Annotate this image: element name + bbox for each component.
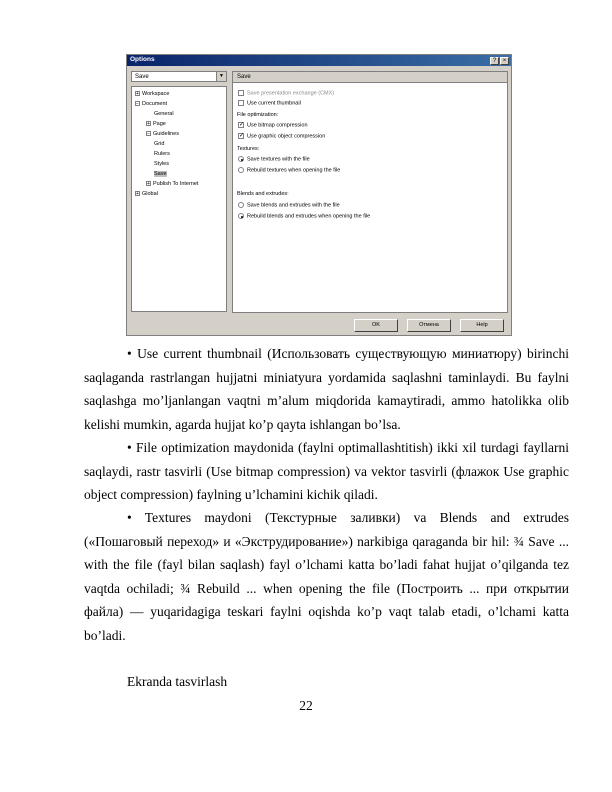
tree-item-page[interactable]: + Page: [147, 121, 166, 128]
graphic-compression-checkbox[interactable]: ✓Use graphic object compression: [238, 133, 325, 139]
chevron-down-icon[interactable]: ▼: [216, 72, 226, 81]
tree-item-grid[interactable]: Grid: [154, 141, 165, 147]
tree-item-guidelines[interactable]: − Guidelines: [147, 131, 179, 138]
use-thumbnail-checkbox[interactable]: Use current thumbnail: [238, 100, 301, 106]
rebuild-blends-radio[interactable]: Rebuild blends and extrudes when opening the file: [238, 213, 370, 219]
bitmap-compression-checkbox[interactable]: ✓Use bitmap compression: [238, 122, 308, 128]
tree-item-publish[interactable]: + Publish To Internet: [147, 181, 199, 188]
textures-label: Textures:: [237, 146, 260, 152]
dialog-title: Options: [130, 56, 155, 63]
category-select[interactable]: [131, 71, 227, 82]
ok-button[interactable]: OK: [354, 319, 398, 332]
save-options-panel: [232, 71, 508, 313]
tree-item-general[interactable]: General: [154, 111, 174, 117]
tree-item-document[interactable]: − Document: [136, 101, 168, 108]
blends-label: Blends and extrudes:: [237, 191, 289, 197]
options-tree: [131, 86, 227, 312]
page-number: 22: [299, 698, 313, 713]
close-icon[interactable]: ×: [500, 57, 509, 65]
help-title-button[interactable]: ?: [490, 57, 499, 65]
paragraph-file-optimization: • File optimization maydonida (faylni optimallashtitish) ikki xil turdagi fayllarni saqlaydi, rastr tasvirli (Use bitmap compression) va vektor tasvirli (флажок Use graphic object compression) faylning u’lchamini kichik qiladi.: [84, 440, 569, 502]
paragraph-textures: • Textures maydoni (Текстурные заливки) va Blends and extrudes («Пошаговый переход» и «Экструдирование») narkibiga qaraganda bir hil: ¾ Save ... with the file (fayl bilan saqlash) fayl o’lchami katta bo’ladi fahat hujjat o’qilganda tez vaqtda ochiladi; ¾ Rebuild ... when opening the file (Построить ... при открытии файла) — yuqaridagiga teskari faylni oqishda ko’p vaqt talab etadi, o’lchami katta bo’ladi.: [84, 510, 569, 643]
save-blends-radio[interactable]: Save blends and extrudes with the file: [238, 202, 340, 208]
panel-header: Save: [233, 72, 507, 83]
rebuild-textures-radio[interactable]: Rebuild textures when opening the file: [238, 167, 340, 173]
title-bar: [127, 55, 511, 66]
save-presentation-checkbox[interactable]: Save presentation exchange (CMX): [238, 90, 334, 96]
category-select-value: Save: [135, 73, 149, 80]
save-textures-radio[interactable]: Save textures with the file: [238, 156, 310, 162]
tree-item-rulers[interactable]: Rulers: [154, 151, 170, 157]
tree-item-workspace[interactable]: + Workspace: [136, 91, 170, 98]
tree-item-global[interactable]: + Global: [136, 191, 158, 198]
cancel-button[interactable]: Отмена: [407, 319, 451, 332]
section-heading: Ekranda tasvirlash: [127, 674, 228, 689]
options-dialog: [126, 54, 512, 336]
paragraph-thumbnail: • Use current thumbnail (Использовать существующую миниатюру) birinchi saqlaganda rastrlangan hujjatni miniatyura yordamida saqlashni taminlaydi. Bu faylni saqlashga mo’ljanlangan vaqtni m’alum miqdorida kamaytiradi, ammo hatolikka olib kelishi mumkin, agarda hujjat ko’p qayta ishlangan bo’lsa.: [84, 346, 569, 432]
file-optimization-label: File optimization:: [237, 112, 279, 118]
tree-item-styles[interactable]: Styles: [154, 161, 169, 167]
help-button[interactable]: Help: [460, 319, 504, 332]
tree-item-save[interactable]: Save: [154, 171, 167, 177]
